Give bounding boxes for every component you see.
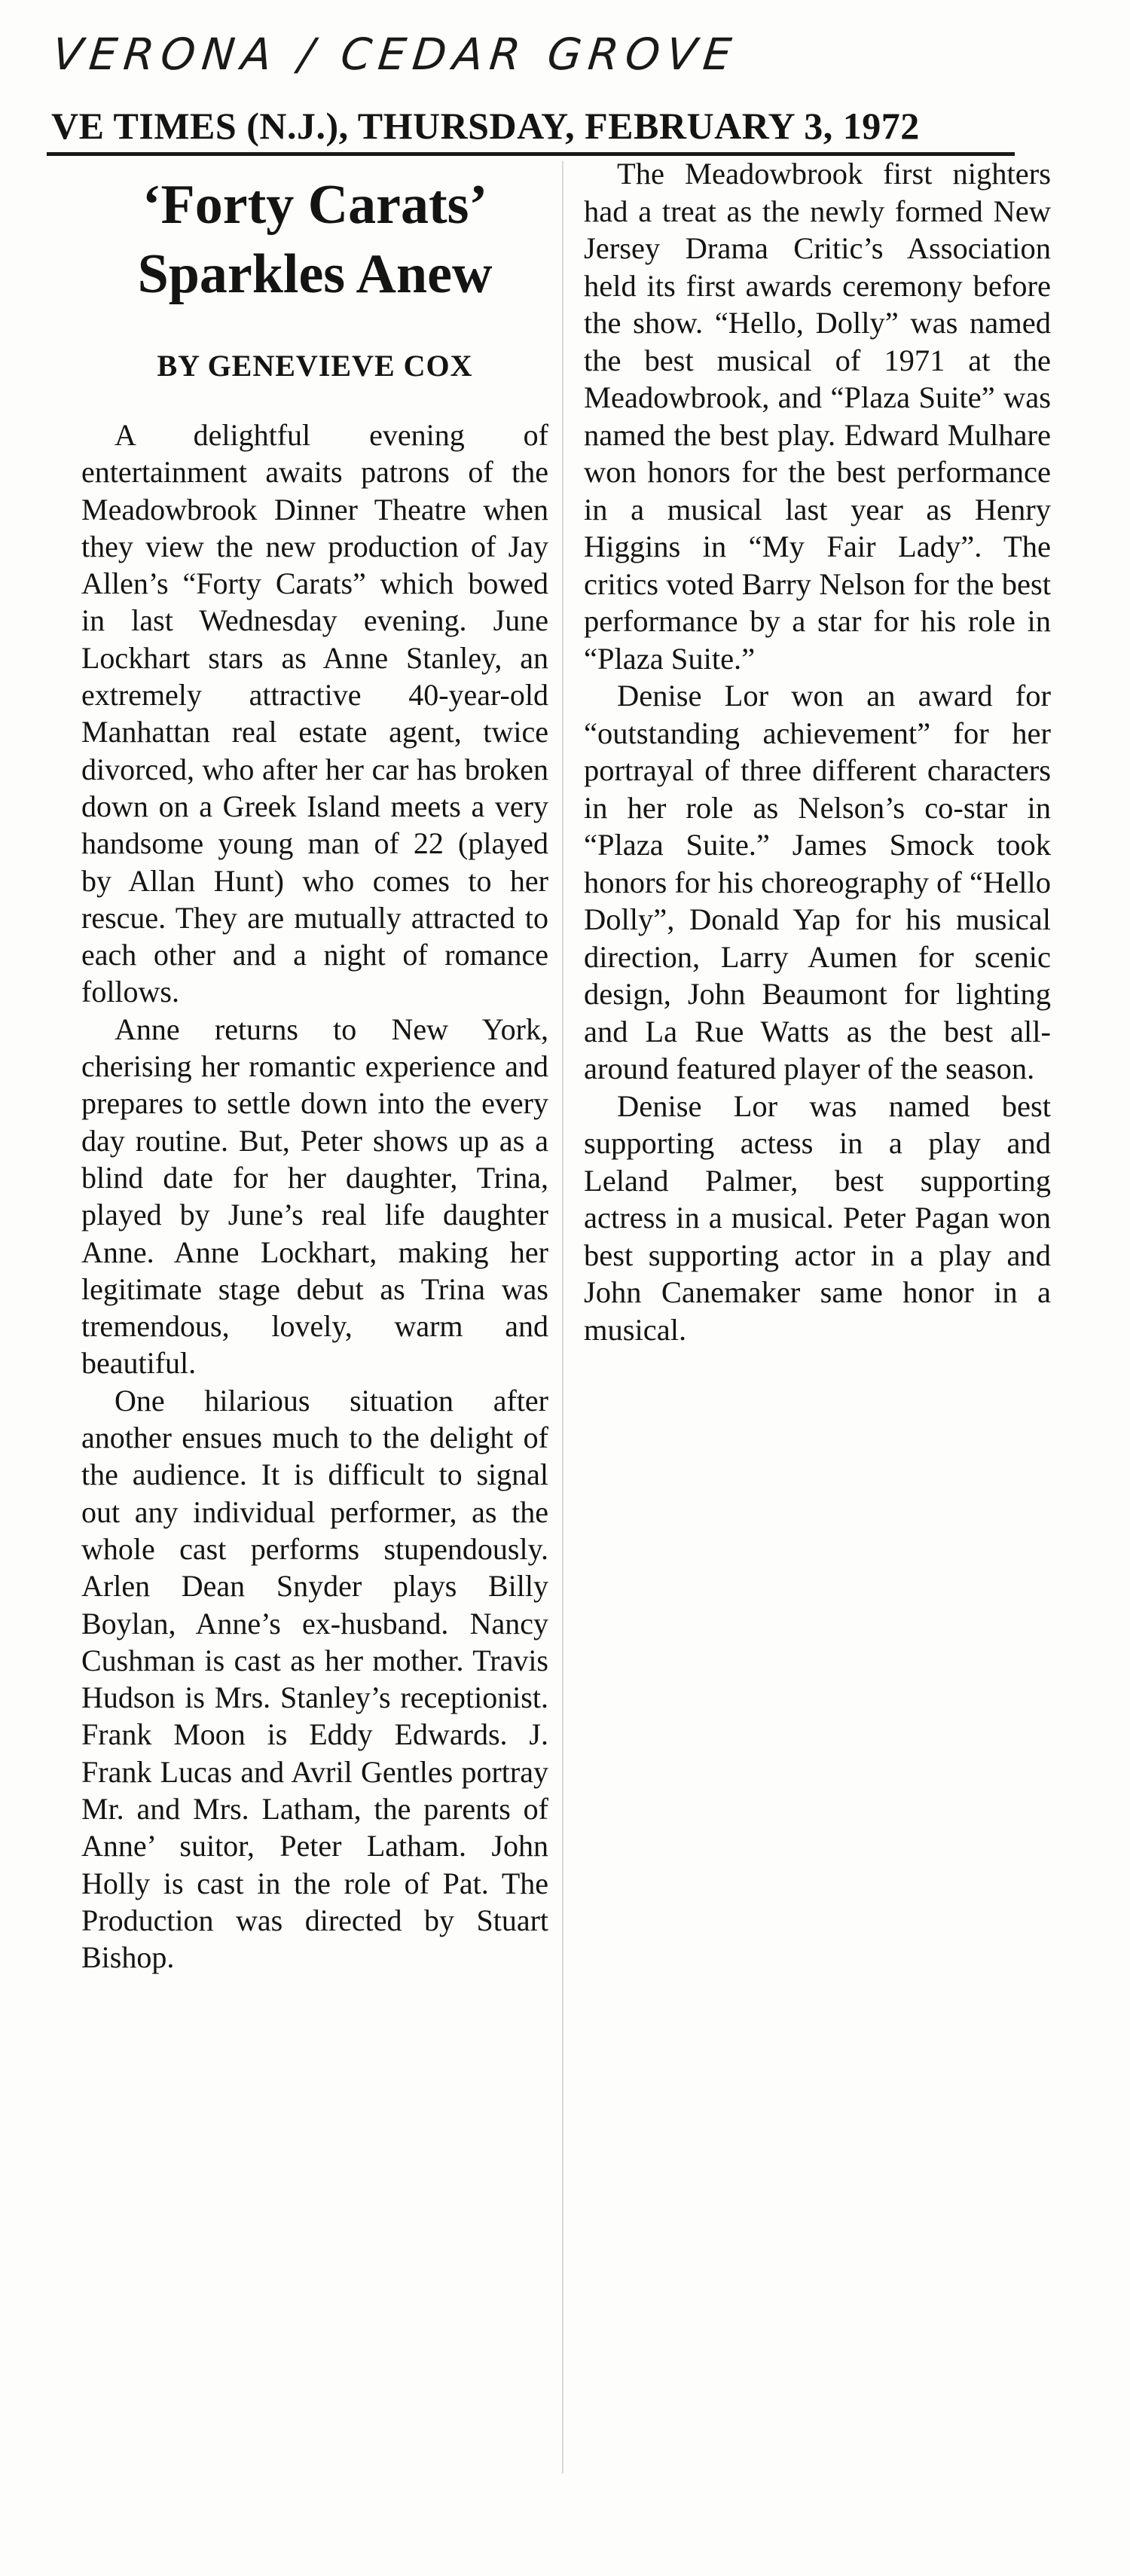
headline-line-1: ‘Forty Carats’ — [142, 174, 488, 236]
article-paragraph: Anne returns to New York, cherising her romantic experience and prepares to settle down into the every day routine. But, Peter shows up as a blind date for her daughter, Trina, played by June’s real life daughter Anne. Anne Lockhart, making her legitimate stage debut as Trina was tremendous, lovely, warm and beautiful. — [81, 1012, 548, 1381]
article-paragraph: Denise Lor won an award for “outstanding achievement” for her portrayal of three different characters in her role as Nelson’s co-star in “Plaza Suite.” James Smock took honors for his choreography of “Hello Dolly”, Donald Yap for his musical direction, Larry Aumen for scenic design, John Beaumont for lighting and La Rue Watts as the best all-around featured player of the season. — [584, 679, 1051, 1085]
byline: BY GENEVIEVE COX — [157, 349, 473, 383]
article-paragraph: Denise Lor was named best supporting actess in a play and Leland Palmer, best supporting actress in a musical. Peter Pagan won best supporting actor in a play and John Canemaker same honor in a musical. — [584, 1088, 1051, 1347]
dateline: VE TIMES (N.J.), THURSDAY, FEBRUARY 3, 1972 — [51, 105, 920, 147]
handwritten-note: VERONA / CEDAR GROVE — [50, 29, 741, 80]
article-left-column — [81, 167, 548, 1976]
article-right-column — [584, 155, 1051, 1348]
article-paragraph: One hilarious situation after another ensues much to the delight of the audience. It is difficult to signal out any individual performer, as the whole cast performs stupendously. Arlen Dean Snyder plays Billy Boylan, Anne’s ex-husband. Nancy Cushman is cast as her mother. Travis Hudson is Mrs. Stanley’s receptionist. Frank Moon is Eddy Edwards. J. Frank Lucas and Avril Gentles portray Mr. and Mrs. Latham, the parents of Anne’ suitor, Peter Latham. John Holly is cast in the role of Pat. The Production was directed by Stuart Bishop. — [81, 1383, 548, 1975]
headline-line-2: Sparkles Anew — [137, 243, 493, 305]
column-divider — [562, 161, 563, 2474]
headline — [81, 167, 548, 309]
article-paragraph: A delightful evening of entertainment awaits patrons of the Meadowbrook Dinner Theatre when they view the new production of Jay Allen’s “Forty Carats” which bowed in last Wednesday evening. June Lockhart stars as Anne Stanley, an extremely attractive 40-year-old Manhattan real estate agent, twice divorced, who after her car has broken down on a Greek Island meets a very handsome young man of 22 (played by Allan Hunt) who comes to her rescue. They are mutually attracted to each other and a night of romance follows. — [81, 418, 548, 1009]
article-paragraph: The Meadowbrook first nighters had a treat as the newly formed New Jersey Drama Critic’s Association held its first awards ceremony before the show. “Hello, Dolly” was named the best musical of 1971 at the Meadowbrook, and “Plaza Suite” was named the best play. Edward Mulhare won honors for the best performance in a musical last year as Henry Higgins in “My Fair Lady”. The critics voted Barry Nelson for the best performance by a star for his role in “Plaza Suite.” — [584, 157, 1051, 676]
